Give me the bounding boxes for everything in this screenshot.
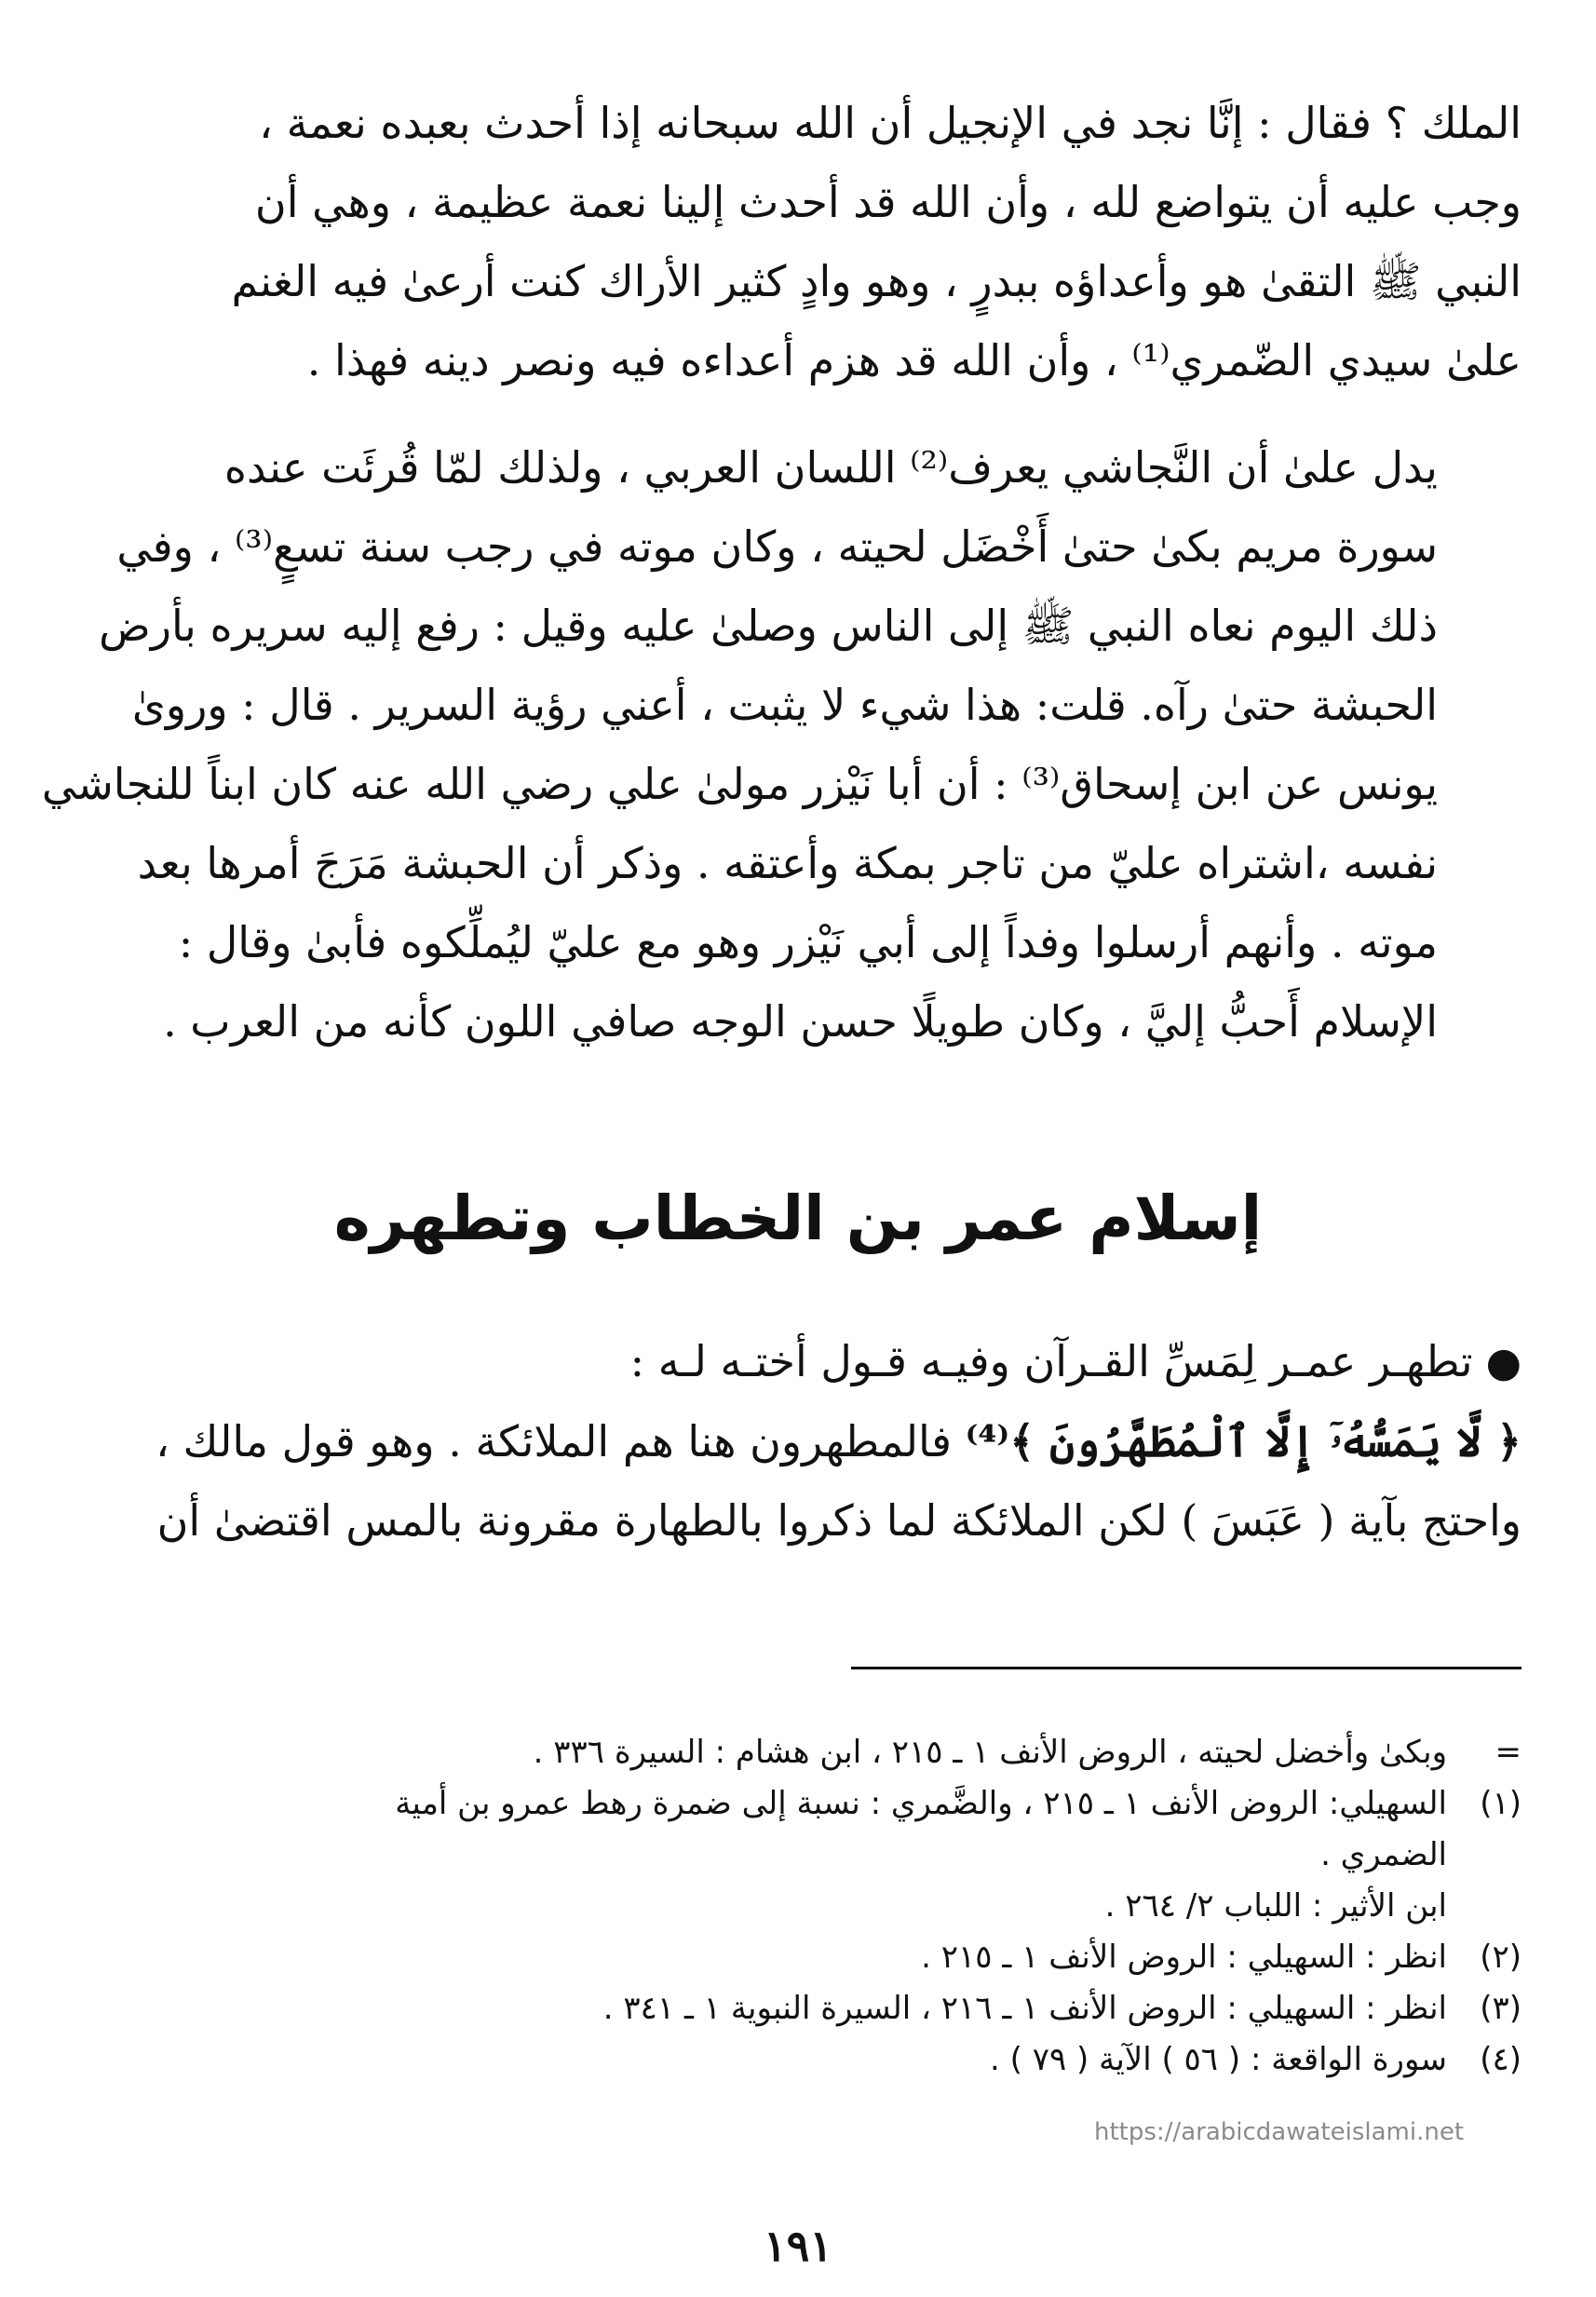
footnote-number: (٣) xyxy=(1480,1990,1522,2027)
text-line: يدل علىٰ أن النَّجاشي يعرف⁽²⁾ اللسان العربي ، ولذلك لمّا قُرئَت عنده xyxy=(223,442,1438,493)
paragraph-1 xyxy=(74,84,1522,400)
text-line: موته . وأنهم أرسلوا وفداً إلى أبي نَيْزر وهو مع عليّ ليُملِّكوه فأبىٰ وقال : xyxy=(178,917,1438,967)
footnote-text: السهيلي: الروض الأنف ١ ـ ٢١٥ ، والضَّمري : نسبة إلى ضمرة رهط عمرو بن أمية xyxy=(395,1785,1447,1822)
text-line: وجب عليه أن يتواضع لله ، وأن الله قد أحدث إلينا نعمة عظيمة ، وهي أن xyxy=(254,177,1522,227)
text-segment: تطهـر عمـر لِمَسِّ القـرآن وفيـه قـول أختـه لـه : xyxy=(629,1336,1473,1386)
paragraph-3 xyxy=(74,1322,1522,1561)
footnote-1 xyxy=(50,1778,1522,1830)
text-line: واحتج بآية ( عَبَسَ ) لكن الملائكة لما ذكروا بالطهارة مقرونة بالمس اقتضىٰ أن xyxy=(156,1495,1522,1546)
footnote-text: ابن الأثير : اللباب ٢/ ٢٦٤ . xyxy=(1104,1887,1447,1925)
footnote-number: (٢) xyxy=(1480,1939,1522,1976)
footnote-text: الضمري . xyxy=(1320,1836,1447,1873)
text-line: الحبشة حتىٰ رآه. قلت: هذا شيء لا يثبت ، أعني رؤية السرير . قال : وروىٰ xyxy=(131,680,1438,730)
text-segment: فالمطهرون هنا هم الملائكة . وهو قول مالك ، xyxy=(156,1416,953,1466)
footnote-text: وبكىٰ وأخضل لحيته ، الروض الأنف ١ ـ ٢١٥ ، ابن هشام : السيرة ٣٣٦ . xyxy=(533,1734,1447,1771)
footnote-text: انظر : السهيلي : الروض الأنف ١ ـ ٢١٥ . xyxy=(921,1939,1447,1976)
text-line: سورة مريم بكىٰ حتىٰ أَخْضَل لحيته ، وكان موته في رجب سنة تسعٍ⁽³⁾ ، وفي xyxy=(116,521,1438,572)
footnote-continuation xyxy=(50,1727,1522,1778)
section-heading: إسلام عمر بن الخطاب وتطهره xyxy=(333,1182,1263,1254)
text-line: ذلك اليوم نعاه النبي ﷺ إلى الناس وصلىٰ عليه وقيل : رفع إليه سريره بأرض xyxy=(99,601,1438,651)
text-line: الملك ؟ فقال : إنَّا نجد في الإنجيل أن الله سبحانه إذا أحدث بعبده نعمة ، xyxy=(259,98,1522,148)
footnote-3 xyxy=(50,1983,1522,2034)
text-line xyxy=(74,1322,1522,1402)
text-line: نفسه ،اشتراه عليّ من تاجر بمكة وأعتقه . وذكر أن الحبشة مَرَجَ أمرها بعد xyxy=(137,838,1438,888)
footnote-divider xyxy=(851,1667,1522,1669)
paragraph-2 xyxy=(41,428,1522,1061)
quran-verse: ﴿ لَّا يَمَسُّهُۥٓ إِلَّا ٱلْمُطَهَّرُونَ ﴾⁽⁴⁾ xyxy=(965,1416,1522,1466)
footnote-number: (٤) xyxy=(1480,2041,1522,2078)
footnote-text: انظر : السهيلي : الروض الأنف ١ ـ ٢١٦ ، السيرة النبوية ١ ـ ٣٤١ . xyxy=(602,1990,1447,2027)
footnotes xyxy=(50,1727,1522,2086)
footnote-number: (١) xyxy=(1480,1785,1522,1822)
text-line: علىٰ سيدي الضّمري⁽¹⁾ ، وأن الله قد هزم أعداءه فيه ونصر دينه فهذا . xyxy=(306,335,1522,385)
watermark-url: https://arabicdawateislami.net xyxy=(1094,2118,1465,2146)
text-line: النبي ﷺ التقىٰ هو وأعداؤه ببدرٍ ، وهو وادٍ كثير الأراك كنت أرعىٰ فيه الغنم xyxy=(231,256,1522,306)
text-line xyxy=(74,1402,1522,1481)
footnote-text: سورة الواقعة : ( ٥٦ ) الآية ( ٧٩ ) . xyxy=(990,2041,1447,2078)
text-line: يونس عن ابن إسحاق⁽³⁾ : أن أبا نَيْزر مولىٰ علي رضي الله عنه كان ابناً للنجاشي xyxy=(41,759,1438,809)
footnote-2 xyxy=(50,1932,1522,1983)
footnote-mark: = xyxy=(1495,1734,1522,1771)
bullet-icon: ● xyxy=(1485,1339,1522,1386)
footnote-4 xyxy=(50,2034,1522,2086)
page-number: ١٩١ xyxy=(763,2221,833,2271)
text-line: الإسلام أَحبُّ إليَّ ، وكان طويلًا حسن الوجه صافي اللون كأنه من العرب . xyxy=(163,996,1438,1047)
